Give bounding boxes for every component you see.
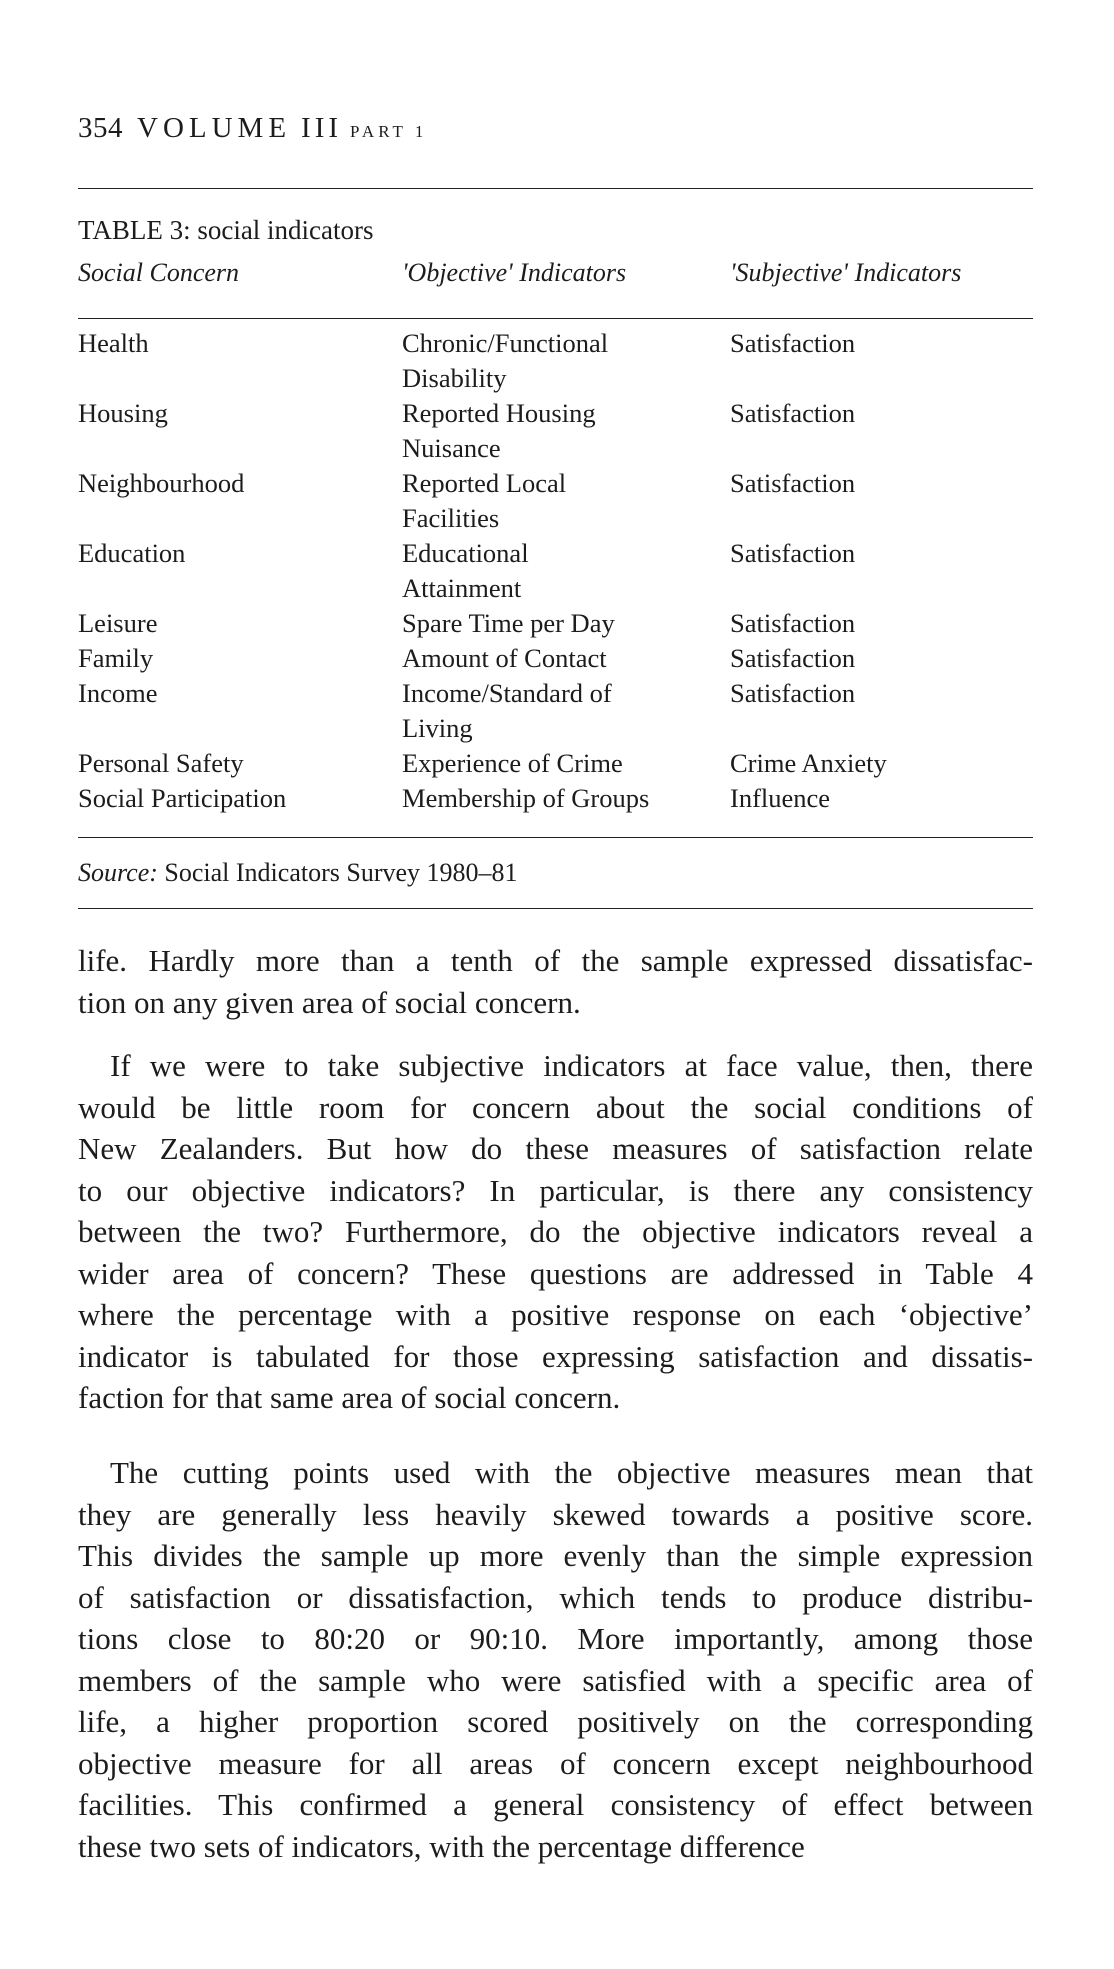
table-cell-concern: Neighbourhood — [78, 468, 245, 498]
table-cell-concern: Family — [78, 643, 154, 673]
page-number: 354 — [78, 112, 123, 144]
running-head — [78, 112, 427, 145]
paragraph-line: life, a higher proportion scored positively on the corresponding — [78, 1704, 1033, 1739]
table-cell-subjective: Satisfaction — [730, 643, 856, 673]
table-cell-objective: Disability — [402, 363, 507, 393]
table-bottom-rule — [78, 837, 1033, 838]
table-cell-subjective: Crime Anxiety — [730, 748, 887, 778]
volume-number: III — [301, 112, 343, 144]
paragraph-line: indicator is tabulated for those expressing satisfaction and dissatis- — [78, 1338, 1033, 1374]
paragraph-line: objective measure for all areas of concern except neighbourhood — [78, 1745, 1033, 1781]
paragraph-line: where the percentage with a positive response on each ‘objective’ — [78, 1297, 1033, 1332]
paragraph-line: would be little room for concern about the social conditions of — [78, 1089, 1033, 1125]
part-label: PART 1 — [350, 122, 428, 141]
table-cell-subjective: Satisfaction — [730, 468, 856, 498]
paragraph-line: tion on any given area of social concern. — [78, 984, 581, 1020]
table-cell-objective: Facilities — [402, 503, 500, 533]
paragraph-line: The cutting points used with the objective measures mean that — [110, 1455, 1033, 1490]
paragraph-line: facilities. This confirmed a general consistency of effect between — [78, 1787, 1033, 1822]
table-top-rule — [78, 188, 1033, 189]
column-header-objective: 'Objective' Indicators — [402, 258, 627, 287]
table-cell-concern: Personal Safety — [78, 748, 244, 778]
paragraph-line: members of the sample who were satisfied with a specific area of — [78, 1662, 1033, 1698]
paragraph-line: between the two? Furthermore, do the objective indicators reveal a — [78, 1214, 1033, 1249]
table-cell-objective: Spare Time per Day — [402, 608, 615, 638]
table-cell-concern: Leisure — [78, 608, 158, 638]
paragraph-line: tions close to 80:20 or 90:10. More importantly, among those — [78, 1621, 1033, 1656]
table-end-rule — [78, 908, 1033, 909]
table-source — [78, 858, 518, 888]
table-cell-subjective: Satisfaction — [730, 678, 856, 708]
paragraph — [78, 1045, 1033, 1419]
table-cell-objective: Amount of Contact — [402, 643, 607, 673]
table-cell-subjective: Satisfaction — [730, 538, 856, 568]
paragraph-line: This divides the sample up more evenly than the simple expression — [78, 1538, 1033, 1573]
table-cell-objective: Reported Housing — [402, 398, 596, 428]
paragraph — [78, 1452, 1033, 1867]
table-cell-objective: Reported Local — [402, 468, 567, 498]
paragraph-line: they are generally less heavily skewed towards a positive score. — [78, 1496, 1033, 1532]
paragraph-line: to our objective indicators? In particular, is there any consistency — [78, 1172, 1033, 1208]
table-cell-subjective: Influence — [730, 783, 831, 813]
table-title: TABLE 3: social indicators — [78, 215, 374, 245]
table-cell-concern: Income — [78, 678, 158, 708]
column-header-concern: Social Concern — [78, 258, 240, 287]
table-cell-concern: Health — [78, 328, 149, 358]
table-cell-subjective: Satisfaction — [730, 398, 856, 428]
table-cell-objective: Nuisance — [402, 433, 501, 463]
table-cell-objective: Chronic/Functional — [402, 328, 609, 358]
table-header-rule — [78, 318, 1033, 319]
source-text: Social Indicators Survey 1980–81 — [164, 858, 518, 887]
paragraph-line: life. Hardly more than a tenth of the sample expressed dissatisfac- — [78, 943, 1033, 978]
table-cell-concern: Housing — [78, 398, 168, 428]
table-cell-objective: Educational — [402, 538, 529, 568]
paragraph-line: of satisfaction or dissatisfaction, which tends to produce distribu- — [78, 1579, 1033, 1615]
table-cell-concern: Social Participation — [78, 783, 287, 813]
table-cell-subjective: Satisfaction — [730, 328, 856, 358]
table-cell-concern: Education — [78, 538, 186, 568]
column-header-subjective: 'Subjective' Indicators — [730, 258, 962, 287]
paragraph-line: If we were to take subjective indicators at face value, then, there — [110, 1048, 1033, 1083]
table-cell-objective: Membership of Groups — [402, 783, 650, 813]
table-cell-objective: Experience of Crime — [402, 748, 623, 778]
table-cell-objective: Income/Standard of — [402, 678, 612, 708]
paragraph-line: wider area of concern? These questions are addressed in Table 4 — [78, 1255, 1033, 1291]
table-cell-objective: Living — [402, 713, 473, 743]
paragraph-line: New Zealanders. But how do these measures of satisfaction relate — [78, 1131, 1033, 1166]
paragraph-line: faction for that same area of social concern. — [78, 1380, 621, 1415]
source-label: Source: — [78, 858, 158, 887]
table-cell-subjective: Satisfaction — [730, 608, 856, 638]
paragraph — [78, 940, 1033, 1023]
paragraph-line: these two sets of indicators, with the percentage difference — [78, 1828, 805, 1864]
volume-label: VOLUME — [137, 112, 292, 144]
table-cell-objective: Attainment — [402, 573, 522, 603]
